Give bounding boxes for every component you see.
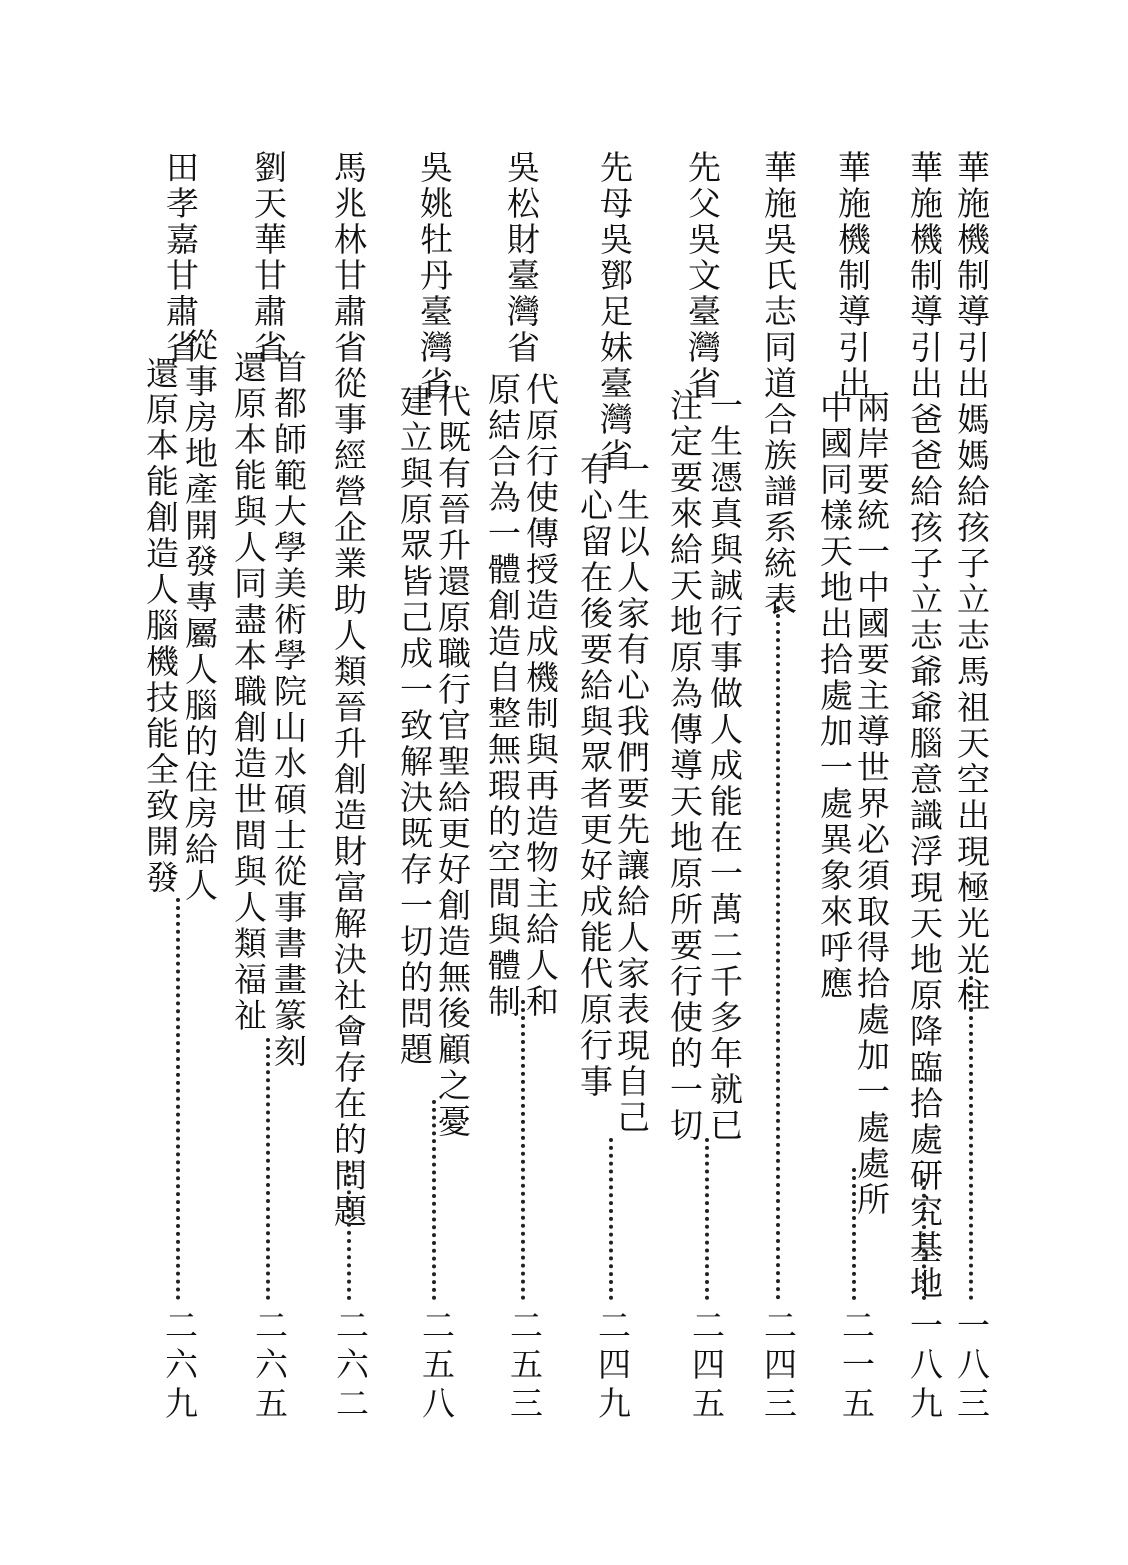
toc-entry-title: 吳松財臺灣省 <box>502 150 541 366</box>
toc-entry-line: 兩岸要統一中國要主導世界必須取得拾處加一處處所 <box>852 390 891 1218</box>
dot-leader <box>176 898 180 1300</box>
toc-entry-line: 從事房地產開發專屬人腦的住房給人 <box>180 328 219 904</box>
toc-page-number: 二四九 <box>593 1308 632 1425</box>
toc-entry-line: 注定要來給天地原為傳導天地原所要行使的一切 <box>665 388 704 1144</box>
toc-entry-title: 華施機制導引出媽媽給孩子立志馬祖天空出現極光光柱 <box>952 150 991 1014</box>
toc-entry-title: 先父吳文臺灣省 <box>683 150 722 402</box>
toc-page-number: 二五八 <box>417 1308 456 1425</box>
toc-entry-line: 建立與原眾皆己成一致解決既存一切的問題 <box>395 384 434 1068</box>
dot-leader <box>705 1138 709 1300</box>
toc-page-number: 二一五 <box>837 1308 876 1425</box>
toc-entry-title: 田孝嘉甘肅省 <box>161 150 200 366</box>
toc-entry-line: 原結合為一體創造自整無瑕的空間與體制 <box>483 372 522 1020</box>
dot-leader <box>969 968 973 1300</box>
dot-leader <box>852 1168 856 1300</box>
toc-page-number: 二六九 <box>160 1308 199 1425</box>
toc-entry-line: 代原行使傳授造成機制與再造物主給人和 <box>521 372 560 1020</box>
toc-entry-line: 有心留在後要給與眾者更好成能代原行事 <box>575 452 614 1100</box>
toc-entry-line: 一生以人家有心我們要先讓給人家表現自己 <box>612 452 651 1136</box>
toc-entry-line: 一生憑真與誠行事做人成能在一萬二千多年就已 <box>705 388 744 1144</box>
toc-page-number: 一八三 <box>952 1308 991 1425</box>
dot-leader <box>776 598 780 1300</box>
dot-leader <box>609 1138 613 1300</box>
toc-page-number: 二六二 <box>331 1308 370 1425</box>
toc-entry-title: 先母吳鄧足妹臺灣省 <box>595 150 634 474</box>
toc-entry-line: 中國同樣天地出拾處加一處異象來呼應 <box>815 390 854 1002</box>
toc-page-number: 二五三 <box>505 1308 544 1425</box>
toc-entry-title: 馬兆林甘肅省從事經營企業助人類晉升創造財富解決社會存在的問題 <box>329 150 368 1230</box>
toc-page-number: 二四五 <box>687 1308 726 1425</box>
toc-page-number: 二四三 <box>759 1308 798 1425</box>
toc-entry-line: 還原本能創造人腦機技能全致開發 <box>141 356 180 896</box>
toc-entry-title: 華施機制導引出 <box>833 150 872 402</box>
toc-entry-title: 劉天華甘肅省 <box>249 150 288 366</box>
toc-entry-title: 吳姚牡丹臺灣省 <box>415 150 454 402</box>
toc-entry-line: 還原本能與人同盡本職創造世間與人類福祉 <box>229 350 268 1034</box>
toc-entry-line: 代既有晉升還原職行官聖給更好創造無後顧之憂 <box>433 384 472 1140</box>
dot-leader <box>266 1038 270 1300</box>
toc-page-number: 二六五 <box>250 1308 289 1425</box>
toc-entry-title: 華施機制導引出爸爸給孩子立志爺爺腦意識浮現天地原降臨拾處研究基地 <box>905 150 944 1302</box>
toc-entry-line: 首都師範大學美術學院山水碩士從事書畫篆刻 <box>269 350 308 1070</box>
dot-leader <box>432 1100 436 1300</box>
toc-entry-title: 華施吳氏志同道合族譜系統表 <box>759 150 798 618</box>
toc-page-number: 一八九 <box>905 1308 944 1425</box>
dot-leader <box>922 1178 926 1300</box>
dot-leader <box>347 1166 351 1300</box>
dot-leader <box>521 1000 525 1300</box>
